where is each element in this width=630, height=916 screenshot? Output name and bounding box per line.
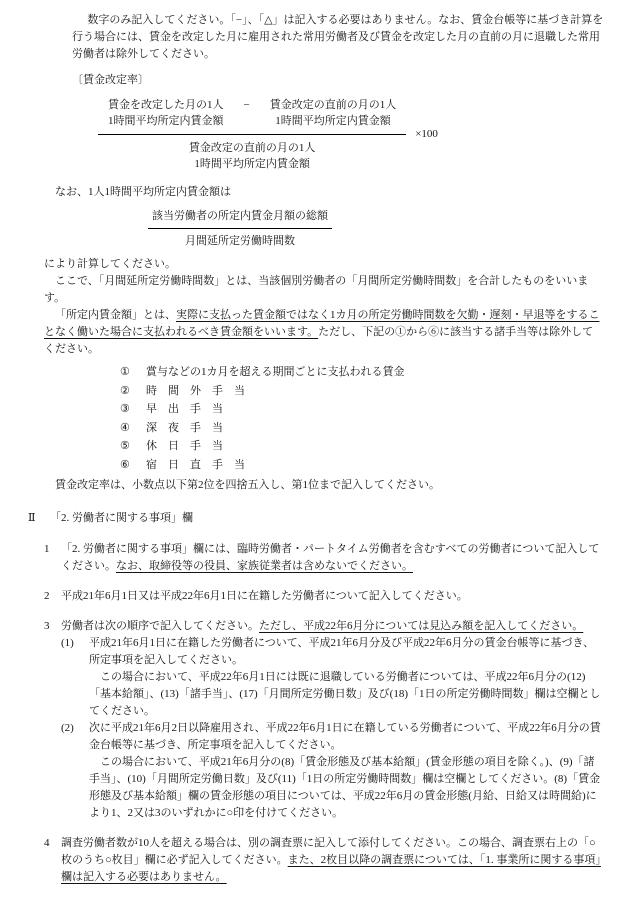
- fraction-numerator: [98, 97, 406, 135]
- item-2-body: [61, 588, 604, 605]
- term-denominator: [189, 140, 316, 172]
- item-4-body: [61, 835, 604, 886]
- hourly-wage-note: なお、1人1時間平均所定内賃金額は: [55, 186, 231, 198]
- fraction-denominator: [189, 135, 316, 172]
- item-1-text: 「2. 労働者に関する事項」欄には、臨時労働者・パートタイム労働者を含むすべての労働者について記入してください。: [61, 543, 600, 572]
- subitem-2-number: (2): [61, 722, 74, 734]
- subitem-2-paragraph-2: この場合において、平成21年6月分の(8)「賃金形態及び基本給額」(賃金形態の項目を除く。)、(9)「諸手当」、(10)「月間所定労働日数」及び(11)「1日の所定労働時間数」欄は空欄としてください。(8)「賃金形態及び基本給額」欄の賃金形態の項目については、平成22年6月の賃金形態(月給、日給又は時間給)により1、2又は3のいずれかに○印を付けてください。: [89, 756, 601, 819]
- scheduled-wage-definition: [44, 307, 604, 358]
- section2-numeral: Ⅱ: [28, 512, 36, 524]
- hourly-fraction-numerator: 該当労働者の所定内賃金月額の総額: [148, 208, 332, 229]
- subitem-2-body: [89, 720, 604, 822]
- subitem-1-body: [89, 635, 604, 720]
- item-3-text: 労働者は次の順序で記入してください。: [61, 620, 259, 632]
- subitem-1-paragraph-2: この場合において、平成22年6月1日には既に退職している労働者については、平成22年6月分の(12)「基本給額」、(13)「諸手当」、(17)「月間所定労働日数」及び(18)「1日の所定労働時間数」欄は空欄としてください。: [89, 671, 601, 717]
- allowance-label-3: 早 出 手 当: [146, 403, 223, 415]
- item-3-lead: [61, 618, 604, 635]
- allowance-item-2: [120, 382, 604, 401]
- wage-revision-rate-formula: [98, 97, 604, 172]
- item-2-number: 2: [44, 590, 50, 602]
- term-revised-month: [108, 97, 224, 129]
- allowance-number-4: ④: [120, 421, 130, 434]
- allowance-item-1: [120, 363, 604, 382]
- section2-item-2: [44, 588, 604, 605]
- item-2-text: 平成21年6月1日又は平成22年6月1日に在籍した労働者について記入してください。: [61, 590, 468, 602]
- allowance-number-5: ⑤: [120, 440, 130, 452]
- allowance-number-2: ②: [120, 384, 130, 397]
- subitem-1-number: (1): [61, 637, 74, 649]
- allowance-item-6: [120, 456, 604, 475]
- item-3-underlined: ただし、平成22年6月分については見込み額を記入してください。: [259, 620, 584, 632]
- item-3-number: 3: [44, 620, 50, 632]
- definition-tail: ただし、下記の①から⑥に該当する諸手当等は除外してください。: [44, 326, 594, 355]
- calc-close-note: により計算してください。: [44, 258, 176, 270]
- term-revised-line1: 賃金を改定した月の1人: [108, 99, 224, 111]
- item-1-number: 1: [44, 543, 50, 555]
- hourly-wage-formula: [148, 208, 604, 250]
- denominator-line2: 1時間平均所定内賃金額: [194, 158, 310, 170]
- allowance-number-1: ①: [120, 366, 130, 378]
- subitem-1-text: 平成21年6月1日に在籍した労働者について、平成21年6月分及び平成22年6月分の賃金台帳等に基づき、所定事項を記入してください。: [89, 637, 595, 666]
- term-revised-line2: 1時間平均所定内賃金額: [108, 115, 224, 127]
- allowance-label-2: 時 間 外 手 当: [146, 384, 245, 397]
- main-fraction: [98, 97, 406, 172]
- item-1-underlined: なお、取締役等の役員、家族従業者は含めないでください。: [116, 560, 413, 572]
- subitem-2-text: 次に平成21年6月2日以降雇用され、平成22年6月1日に在籍している労働者について、平成22年6月分の賃金台帳等に基づき、所定事項を記入してください。: [89, 722, 601, 751]
- monthly-hours-note: ここで、「月間延所定労働時間数」とは、当該個別労働者の「月間所定労働時間数」を合計したものをいいます。: [44, 275, 589, 304]
- section2-item-4: [44, 835, 604, 886]
- section2-heading: [28, 510, 604, 527]
- term-previous-line2: 1時間平均所定内賃金額: [275, 115, 391, 127]
- definition-lead: 「所定内賃金額」とは、: [55, 309, 176, 321]
- item-3-subitem-1: [61, 635, 604, 720]
- item-3-subitem-2: [61, 720, 604, 822]
- allowance-label-4: 深 夜 手 当: [146, 421, 223, 434]
- section2-item-3: [44, 618, 604, 822]
- denominator-line1: 賃金改定の直前の月の1人: [188, 142, 316, 154]
- definition-underlined: 実際に支払った賃金額ではなく1カ月の所定労働時間数を欠勤・遅刻・早退等をすることなく働いた場合に支払われるべき賃金額をいいます。: [44, 309, 600, 338]
- excluded-allowance-list: [120, 363, 604, 474]
- allowance-item-4: [120, 419, 604, 438]
- hourly-fraction-denominator: 月間延所定労働時間数: [185, 235, 295, 247]
- minus-sign: −: [243, 99, 250, 111]
- allowance-number-3: ③: [120, 403, 130, 415]
- times-100-multiplier: ×100: [415, 128, 438, 140]
- item-4-underlined: また、2枚目以降の調査票については、「1. 事業所に関する事項」欄は記入する必要はありません。: [61, 854, 601, 883]
- rounding-note: 賃金改定率は、小数点以下第2位を四捨五入し、第1位まで記入してください。: [55, 479, 440, 491]
- item-4-text: 調査労働者数が10人を超える場合は、別の調査票に記入して添付してください。この場合、調査票右上の「○枚のうち○枚目」欄に必ず記入してください。: [61, 837, 596, 866]
- wage-revision-rate-label: 〔賃金改定率〕: [72, 74, 149, 86]
- continuation-paragraph: 数字のみ記入してください。「−」、「△」は記入する必要はありません。なお、賃金台帳等に基づき計算を行う場合には、賃金を改定した月に雇用された常用労働者及び賃金を改定した月の直前の月に退職した常用労働者は除外してください。: [72, 14, 604, 60]
- hourly-fraction: [148, 208, 332, 249]
- item-4-number: 4: [44, 837, 50, 849]
- allowance-label-5: 休 日 手 当: [146, 440, 223, 452]
- term-previous-line1: 賃金改定の直前の月の1人: [269, 99, 397, 111]
- item-1-body: [61, 541, 604, 575]
- allowance-item-3: [120, 400, 604, 419]
- section2-title: 「2. 労働者に関する事項」欄: [50, 512, 193, 524]
- allowance-label-6: 宿 日 直 手 当: [146, 458, 245, 471]
- section2-item-1: [44, 541, 604, 575]
- allowance-label-1: 賞与などの1カ月を超える期間ごとに支払われる賃金: [146, 366, 405, 378]
- item-3-body: [61, 618, 604, 822]
- term-previous-month: [270, 97, 397, 129]
- allowance-item-5: [120, 437, 604, 456]
- allowance-number-6: ⑥: [120, 458, 130, 471]
